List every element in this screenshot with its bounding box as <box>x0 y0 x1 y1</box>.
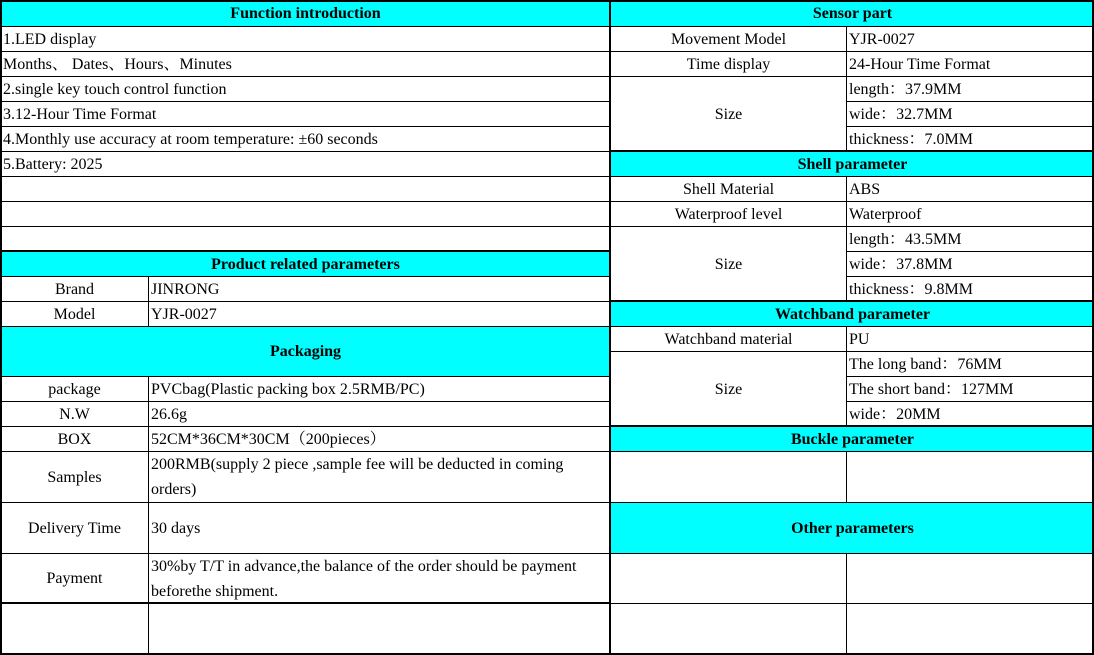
payment-label: Payment <box>0 553 148 603</box>
shell-parameter-header: Shell parameter <box>610 151 1094 176</box>
nw-value: 26.6g <box>148 401 610 426</box>
empty-cell <box>610 451 846 502</box>
function-item-6: 5.Battery: 2025 <box>0 151 610 176</box>
empty-cell <box>846 603 1094 655</box>
empty-row <box>0 176 610 201</box>
watchband-size-long-band: The long band：76MM <box>846 351 1094 376</box>
empty-cell <box>0 603 148 655</box>
box-value: 52CM*36CM*30CM（200pieces） <box>148 426 610 451</box>
sensor-part-header: Sensor part <box>610 0 1094 26</box>
model-label: Model <box>0 301 148 326</box>
model-value: YJR-0027 <box>148 301 610 326</box>
other-parameters-header: Other parameters <box>610 502 1094 553</box>
function-item-2: Months、 Dates、Hours、Minutes <box>0 51 610 76</box>
function-introduction-header: Function introduction <box>0 0 610 26</box>
package-label: package <box>0 376 148 401</box>
samples-label: Samples <box>0 451 148 502</box>
product-related-parameters-header: Product related parameters <box>0 251 610 276</box>
empty-row <box>0 226 610 251</box>
sensor-size-label: Size <box>610 76 846 151</box>
payment-value: 30%by T/T in advance,the balance of the order should be payment beforethe shipment. <box>148 553 610 603</box>
empty-cell <box>610 553 846 603</box>
waterproof-level-value: Waterproof <box>846 201 1094 226</box>
sensor-size-wide: wide：32.7MM <box>846 101 1094 126</box>
empty-cell <box>610 603 846 655</box>
delivery-time-value: 30 days <box>148 502 610 553</box>
empty-cell <box>148 603 610 655</box>
sensor-size-length: length：37.9MM <box>846 76 1094 101</box>
empty-row <box>0 201 610 226</box>
function-item-3: 2.single key touch control function <box>0 76 610 101</box>
sensor-size-thickness: thickness：7.0MM <box>846 126 1094 151</box>
shell-size-thickness: thickness：9.8MM <box>846 276 1094 301</box>
shell-material-label: Shell Material <box>610 176 846 201</box>
function-item-5: 4.Monthly use accuracy at room temperature: ±60 seconds <box>0 126 610 151</box>
brand-value: JINRONG <box>148 276 610 301</box>
empty-cell <box>846 451 1094 502</box>
watchband-size-short-band: The short band：127MM <box>846 376 1094 401</box>
movement-model-label: Movement Model <box>610 26 846 51</box>
shell-size-label: Size <box>610 226 846 301</box>
function-item-1: 1.LED display <box>0 26 610 51</box>
function-item-4: 3.12-Hour Time Format <box>0 101 610 126</box>
watchband-parameter-header: Watchband parameter <box>610 301 1094 326</box>
box-label: BOX <box>0 426 148 451</box>
watchband-material-label: Watchband material <box>610 326 846 351</box>
movement-model-value: YJR-0027 <box>846 26 1094 51</box>
packaging-header: Packaging <box>0 326 610 376</box>
empty-cell <box>846 553 1094 603</box>
watchband-size-label: Size <box>610 351 846 426</box>
time-display-value: 24-Hour Time Format <box>846 51 1094 76</box>
shell-size-wide: wide：37.8MM <box>846 251 1094 276</box>
shell-size-length: length：43.5MM <box>846 226 1094 251</box>
time-display-label: Time display <box>610 51 846 76</box>
waterproof-level-label: Waterproof level <box>610 201 846 226</box>
delivery-time-label: Delivery Time <box>0 502 148 553</box>
shell-material-value: ABS <box>846 176 1094 201</box>
buckle-parameter-header: Buckle parameter <box>610 426 1094 451</box>
watchband-material-value: PU <box>846 326 1094 351</box>
nw-label: N.W <box>0 401 148 426</box>
watchband-size-wide: wide：20MM <box>846 401 1094 426</box>
samples-value: 200RMB(supply 2 piece ,sample fee will be deducted in coming orders) <box>148 451 610 502</box>
package-value: PVCbag(Plastic packing box 2.5RMB/PC) <box>148 376 610 401</box>
brand-label: Brand <box>0 276 148 301</box>
